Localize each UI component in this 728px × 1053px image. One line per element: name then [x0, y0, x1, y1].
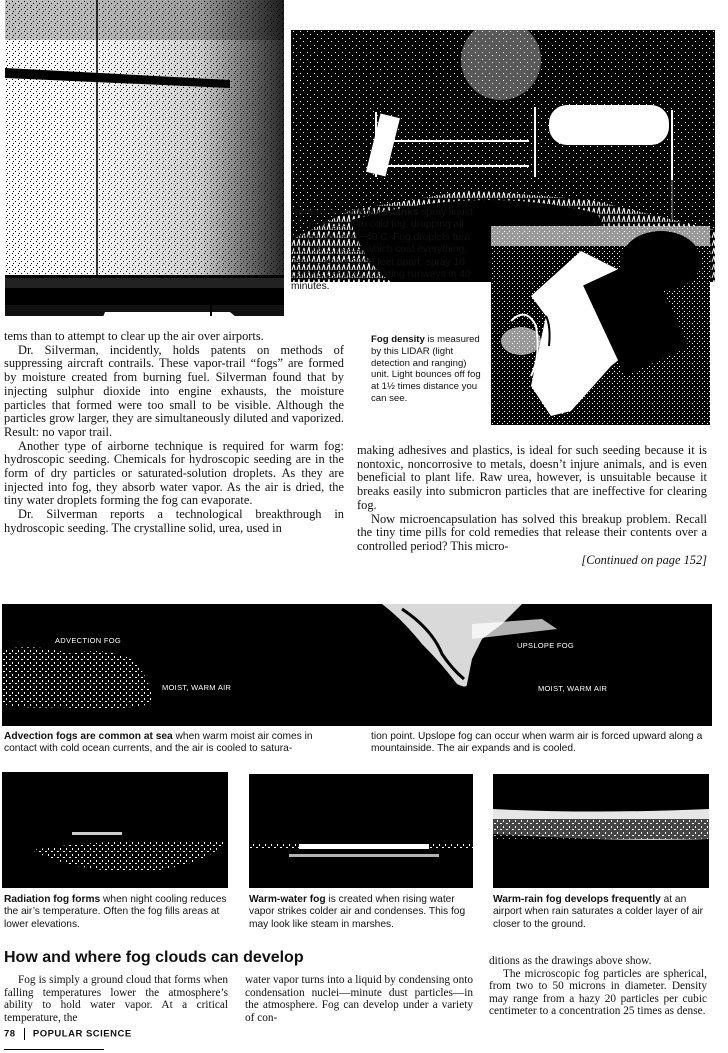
fog-diagram: [2, 604, 712, 726]
photo-lidar-unit: [491, 226, 710, 425]
paragraph: Now microencapsulation has solved this breakup problem. Recall the tiny time pills for cold remedies that release their contents over a controlled period? This micro-: [357, 511, 707, 553]
tanks-caption-lead: Remotely controlled tanks: [291, 207, 419, 218]
paragraph: Another type of airborne technique is required for warm fog: hydroscopic seeding. Chemicals for hydroscopic seeding are in the form of dry particles or saturated-solution droplets. As they are injected into fog, they absorb water vapor. As the air is dried, the tiny water droplets forming the fog can evaporate.: [4, 438, 344, 508]
diagram-caption-lead: Advection fogs are common at sea: [4, 731, 173, 742]
left-column-text: [4, 330, 344, 536]
warm-water-fog-illustration: [249, 774, 473, 888]
diagram-caption-left-text: when warm moist air comes in contact with cold ocean currents, and the air is cooled to satura-: [4, 731, 313, 755]
lidar-caption: [371, 334, 485, 405]
footer-rule: [4, 1049, 104, 1050]
continued-note: [Continued on page 152]: [581, 552, 707, 567]
tanks-caption-text: spray liquid propane gas into cold fog, dropping air temperature to −40 C. Fog droplets turn into ice crystals, which coat everything. Tanks, about 2000 feet apart, spray 10 gallons per hour, clearing runways in 40 minutes.: [291, 207, 473, 293]
right-column-text: [357, 444, 707, 567]
label-moist-warm-air-left: MOIST, WARM AIR: [162, 683, 232, 692]
warm-rain-fog-illustration: [493, 774, 709, 888]
article-column-2: [245, 974, 473, 1024]
paragraph: ditions as the drawings above show.: [489, 955, 652, 967]
radiation-fog-caption-text: when night cooling reduces the air’s temperature. Often the fog fills areas at lower elevations.: [4, 894, 227, 930]
paragraph: water vapor turns into a liquid by condensing onto condensation nuclei—minute dust particles—in the atmosphere. Fog can develop under a variety of con-: [245, 974, 473, 1024]
warm-water-fog-caption: [249, 894, 475, 931]
label-advection-fog: ADVECTION FOG: [55, 636, 121, 645]
warm-water-fog-caption-lead: Warm-water fog: [249, 894, 326, 905]
page-number: 78: [4, 1028, 16, 1040]
publication-name: POPULAR SCIENCE: [32, 1028, 132, 1040]
lidar-caption-lead: Fog density: [371, 334, 425, 345]
article-headline: How and where fog clouds can develop: [4, 949, 304, 966]
label-upslope-fog: UPSLOPE FOG: [517, 641, 575, 650]
paragraph: Fog is simply a ground cloud that forms when falling temperatures lower the atmosphere’s ability to hold water vapor. At a critical temperature, the: [4, 974, 228, 1024]
photo-warm-rain-fog: [493, 774, 709, 888]
paragraph: tems than to attempt to clear up the air over airports.: [4, 329, 264, 343]
tank-airfield-illustration: [5, 0, 284, 316]
warm-rain-fog-caption-text: at an airport when rain saturates a colder layer of air closer to the ground.: [493, 894, 704, 930]
diagram-caption-right-text: tion point. Upslope fog can occur when warm air is forced upward along a mountainside. The air expands and is cooled.: [371, 731, 703, 755]
page-footer: [4, 1028, 132, 1040]
radiation-fog-illustration: [2, 772, 228, 888]
paragraph: The microscopic fog particles are spherical, from two to 50 microns in diameter. Density may range from a hazy 20 particles per cubic centimeter to a concentration 25 times as dense.: [489, 967, 707, 1018]
article-column-1: [4, 974, 228, 1024]
photo-radiation-fog: [2, 772, 228, 888]
paragraph: making adhesives and plastics, is ideal for such seeding because it is nontoxic, noncorrosive to metals, doesn’t injure animals, and is even beneficial to plant life. Raw urea, however, is unsuitable because it breaks easily into submicron particles that are ineffective for clearing fog.: [357, 443, 707, 512]
lidar-unit-illustration: [491, 226, 710, 425]
warm-water-fog-caption-text: is created when rising water vapor strikes colder air and condenses. This fog may look like steam in marshes.: [249, 894, 466, 930]
label-moist-warm-air-right: MOIST, WARM AIR: [538, 684, 608, 693]
photo-warm-water-fog: [249, 774, 473, 888]
radiation-fog-caption: [4, 894, 230, 931]
warm-rain-fog-caption-lead: Warm-rain fog develops frequently: [493, 894, 661, 905]
tanks-caption: [291, 207, 487, 294]
warm-rain-fog-caption: [493, 894, 711, 931]
photo-tank-airfield: [5, 0, 284, 316]
lidar-caption-text: is measured by this LIDAR (light detection and ranging) unit. Light bounces off fog at 1½ times distance you can see.: [371, 334, 481, 404]
diagram-caption-right: [371, 731, 707, 756]
article-column-3: [489, 955, 707, 1018]
footer-divider: [24, 1028, 25, 1040]
radiation-fog-caption-lead: Radiation fog forms: [4, 894, 101, 905]
fog-diagram-illustration: [2, 604, 712, 726]
paragraph: Dr. Silverman, incidently, holds patents on methods of suppressing aircraft contrails. These vapor-trail “fogs” are formed by moisture created from burning fuel. Silverman found that by injecting sulphur dioxide into engine exhausts, the moisture particles that formed were too small to be visible. Although the particles grow larger, they are simultaneously diluted and vaporized. Result: no vapor trail.: [4, 342, 344, 439]
paragraph: Dr. Silverman reports a technological breakthrough in hydroscopic seeding. The crystalline solid, urea, used in: [4, 507, 344, 535]
diagram-caption-left: [4, 731, 348, 756]
